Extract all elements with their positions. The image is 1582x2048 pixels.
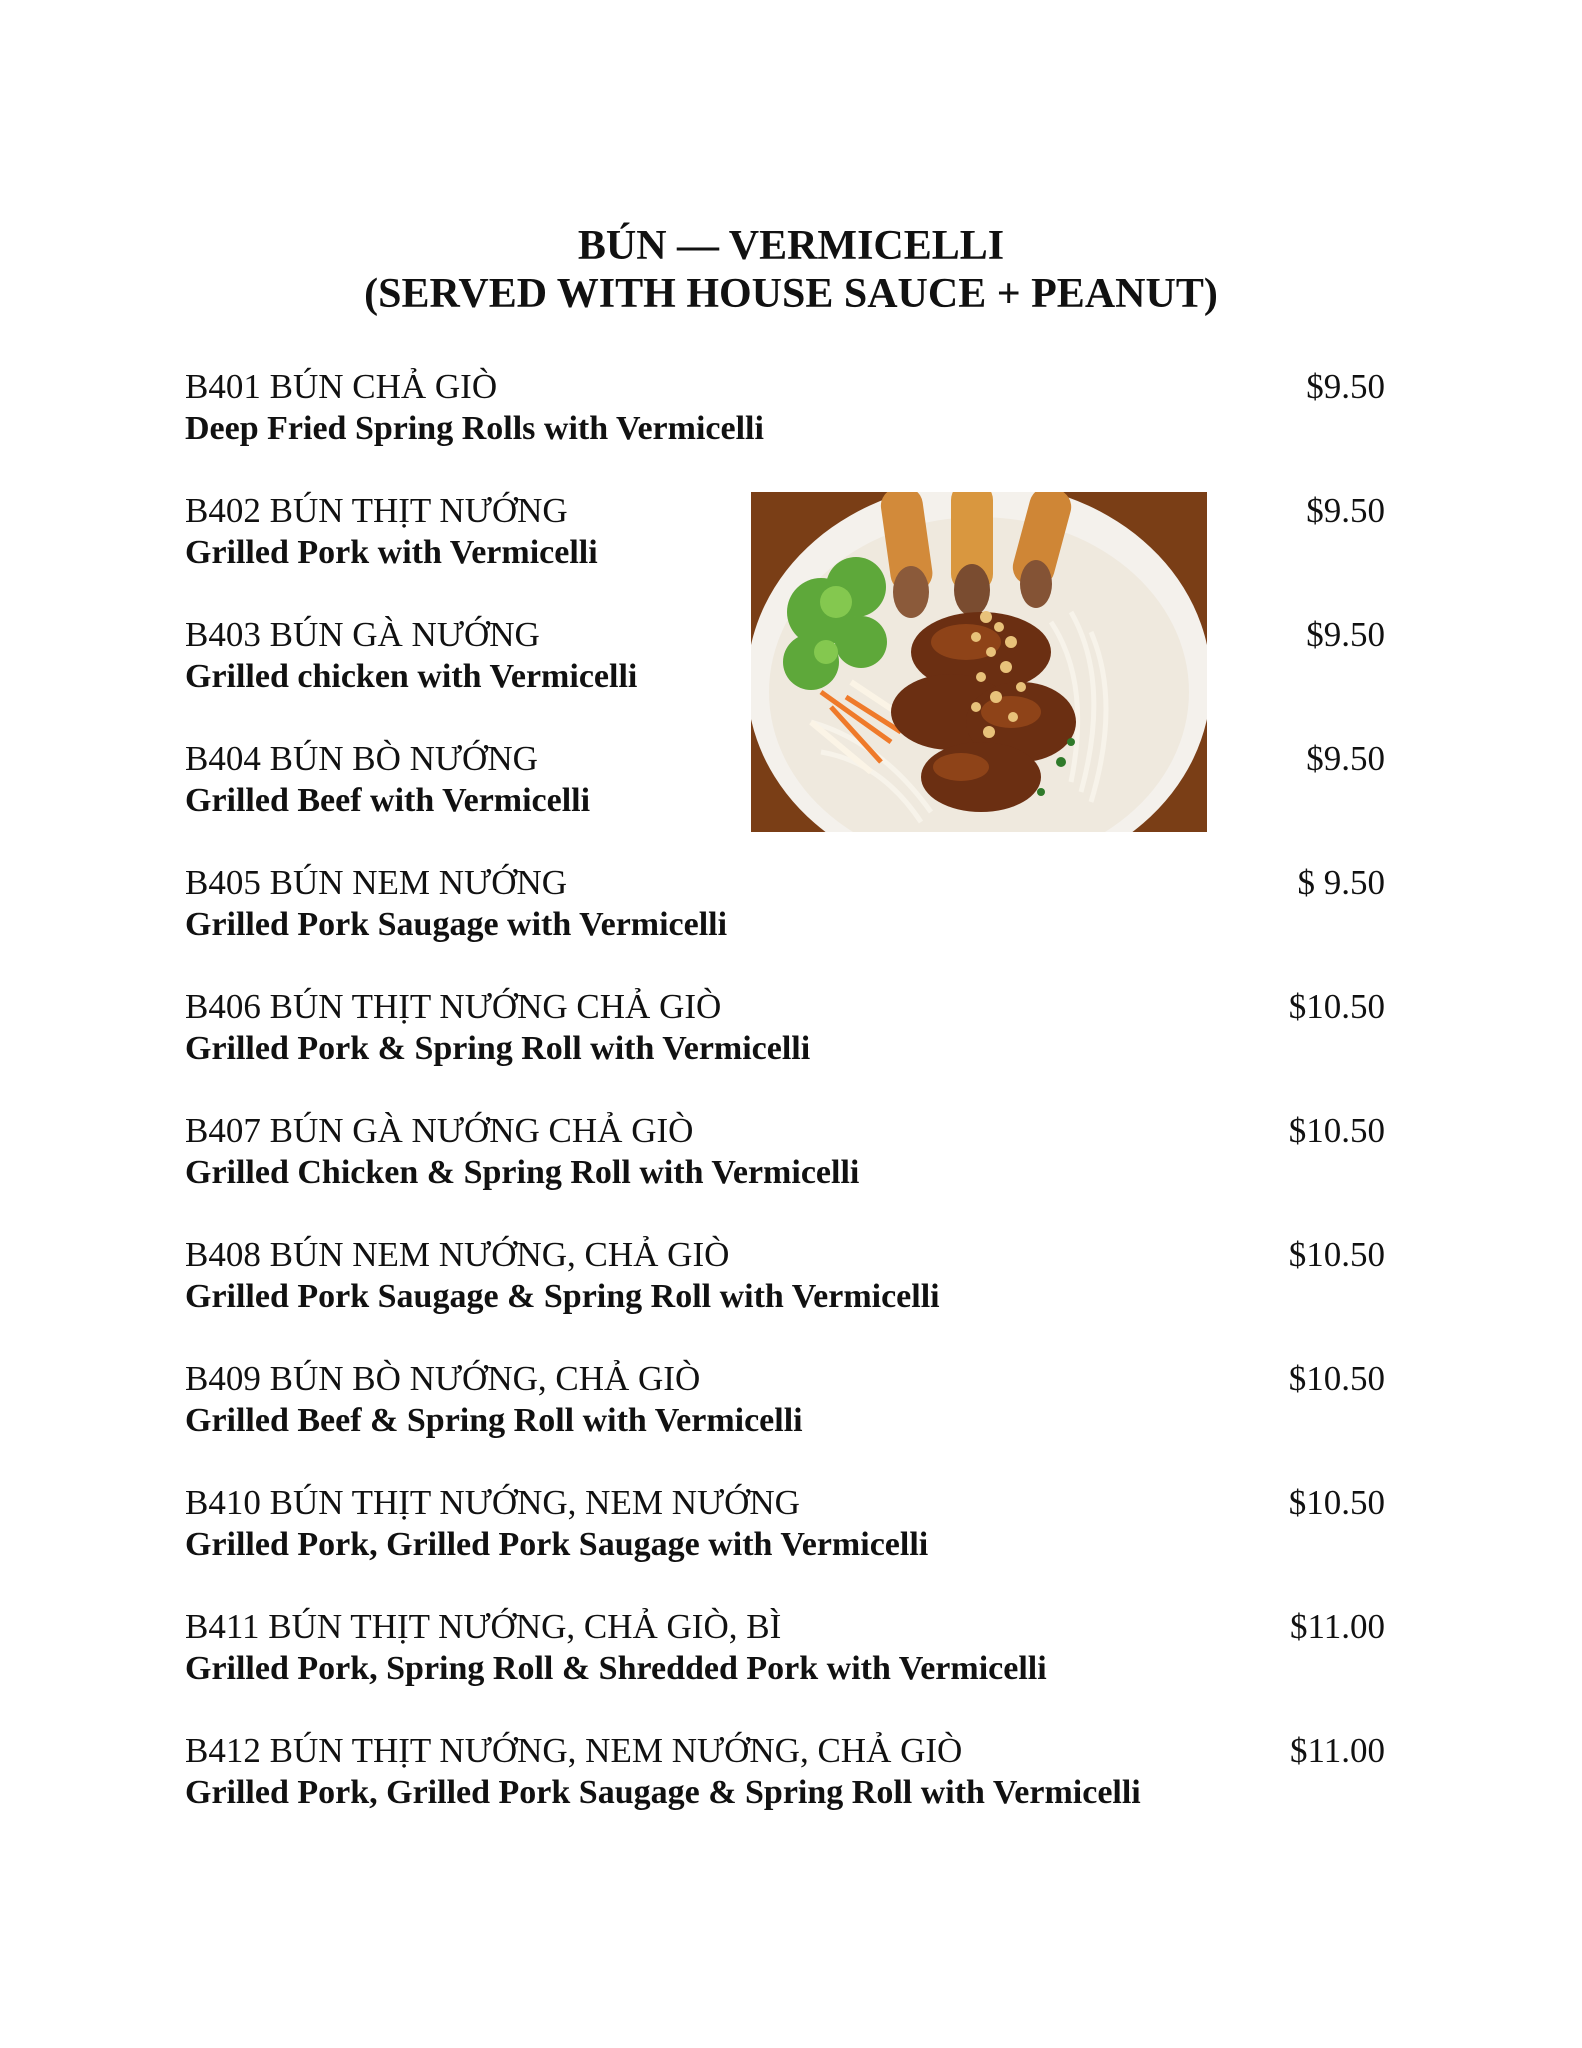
item-price: $10.50	[1288, 1235, 1385, 1274]
item-description: Grilled Chicken & Spring Roll with Vermicelli	[185, 1154, 860, 1191]
menu-item	[185, 986, 1385, 1086]
item-name: B403 BÚN GÀ NƯỚNG	[185, 615, 540, 654]
item-price: $9.50	[1306, 615, 1385, 654]
item-price: $11.00	[1290, 1731, 1385, 1770]
item-price: $9.50	[1306, 739, 1385, 778]
item-name: B401 BÚN CHẢ GIÒ	[185, 367, 498, 406]
menu-item	[185, 1730, 1385, 1830]
item-name: B407 BÚN GÀ NƯỚNG CHẢ GIÒ	[185, 1111, 694, 1150]
menu-item	[185, 614, 1385, 714]
menu-title-line-2: (SERVED WITH HOUSE SAUCE + PEANUT)	[364, 271, 1218, 317]
menu-item	[185, 1110, 1385, 1210]
item-name: B406 BÚN THỊT NƯỚNG CHẢ GIÒ	[185, 987, 722, 1026]
item-name: B410 BÚN THỊT NƯỚNG, NEM NƯỚNG	[185, 1483, 800, 1522]
item-description: Grilled Pork with Vermicelli	[185, 534, 598, 571]
item-description: Grilled Pork Saugage & Spring Roll with Vermicelli	[185, 1278, 940, 1315]
menu-item	[185, 490, 1385, 590]
item-description: Grilled Pork, Spring Roll & Shredded Pork with Vermicelli	[185, 1650, 1047, 1687]
item-price: $9.50	[1306, 367, 1385, 406]
menu-item	[185, 1234, 1385, 1334]
menu-item	[185, 862, 1385, 962]
item-price: $10.50	[1288, 987, 1385, 1026]
item-name: B412 BÚN THỊT NƯỚNG, NEM NƯỚNG, CHẢ GIÒ	[185, 1731, 963, 1770]
menu-item	[185, 1358, 1385, 1458]
item-description: Deep Fried Spring Rolls with Vermicelli	[185, 410, 764, 447]
item-price: $11.00	[1290, 1607, 1385, 1646]
item-price: $ 9.50	[1297, 863, 1385, 902]
item-name: B405 BÚN NEM NƯỚNG	[185, 863, 568, 902]
menu-title-line-1: BÚN — VERMICELLI	[577, 223, 1005, 269]
item-name: B411 BÚN THỊT NƯỚNG, CHẢ GIÒ, BÌ	[185, 1607, 782, 1646]
item-name: B408 BÚN NEM NƯỚNG, CHẢ GIÒ	[185, 1235, 730, 1274]
item-price: $10.50	[1288, 1359, 1385, 1398]
item-price: $9.50	[1306, 491, 1385, 530]
item-description: Grilled Beef & Spring Roll with Vermicelli	[185, 1402, 803, 1439]
item-name: B409 BÚN BÒ NƯỚNG, CHẢ GIÒ	[185, 1359, 701, 1398]
menu-item	[185, 1482, 1385, 1582]
item-description: Grilled Beef with Vermicelli	[185, 782, 591, 819]
menu-item	[185, 366, 1385, 466]
item-price: $10.50	[1288, 1483, 1385, 1522]
item-name: B402 BÚN THỊT NƯỚNG	[185, 491, 568, 530]
item-description: Grilled Pork, Grilled Pork Saugage with Vermicelli	[185, 1526, 929, 1563]
menu-item	[185, 738, 1385, 838]
item-price: $10.50	[1288, 1111, 1385, 1150]
item-description: Grilled Pork Saugage with Vermicelli	[185, 906, 728, 943]
item-description: Grilled chicken with Vermicelli	[185, 658, 638, 695]
item-name: B404 BÚN BÒ NƯỚNG	[185, 739, 538, 778]
menu-item	[185, 1606, 1385, 1706]
item-description: Grilled Pork, Grilled Pork Saugage & Spring Roll with Vermicelli	[185, 1774, 1141, 1811]
item-description: Grilled Pork & Spring Roll with Vermicelli	[185, 1030, 811, 1067]
